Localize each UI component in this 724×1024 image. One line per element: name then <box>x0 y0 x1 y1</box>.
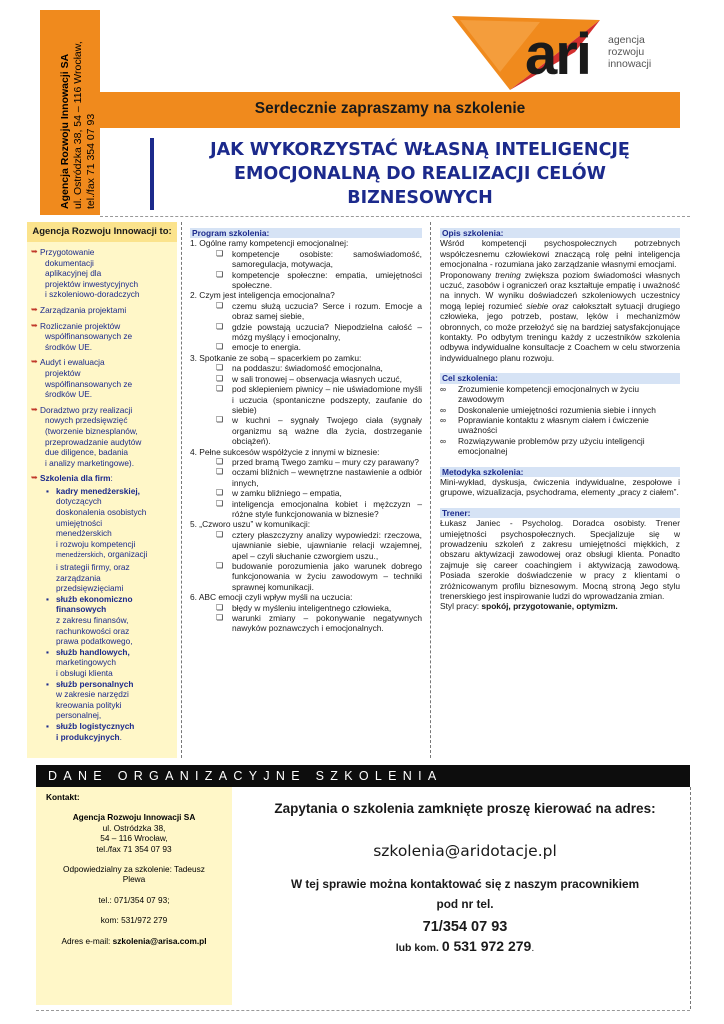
services-list <box>27 247 177 742</box>
company-stripe-text <box>59 9 98 209</box>
goals-heading: Cel szkolenia: <box>440 373 680 383</box>
bottom-right-border <box>690 787 691 1009</box>
program-subpoint: ❏ w kuchni – sygnały Twojego ciała (sygnały organizmu są ważne dla życia, dostrzeganie obciążeń). <box>190 415 422 446</box>
list-item <box>31 321 177 353</box>
program-subpoint: ❏ pod sklepieniem piwnicy – nie uświadomione myśli i uczucia (spontaniczne podszepty, zaufanie do siebie) <box>190 384 422 415</box>
item-text: rachunkowości oraz <box>56 625 130 636</box>
item-text <box>46 583 177 594</box>
contact-address-1: ul. Ostródzka 38, <box>102 822 166 833</box>
contact-org: Agencja Rozwoju Innowacji SA <box>72 812 196 823</box>
header-divider <box>100 216 690 217</box>
item-text <box>46 710 177 721</box>
program-point: 5. „Czworo uszu” w komunikacji: <box>190 519 311 530</box>
goal-item: ∞ Doskonalenie umiejętności rozumienia siebie i innych <box>440 405 680 415</box>
contact-email-link[interactable]: szkolenia@arisa.com.pl <box>112 935 207 946</box>
item-text: Rozliczanie projektów <box>40 320 121 331</box>
item-text: z zakresu finansów, <box>56 615 129 625</box>
item-text <box>46 573 177 584</box>
contact-address-2: 54 – 116 Wrocław, <box>100 833 168 844</box>
item-text <box>46 626 177 637</box>
organizational-banner-text: DANE ORGANIZACYJNE SZKOLENIA <box>48 769 443 783</box>
list-item <box>31 305 177 316</box>
logo-tag-1: agencja <box>608 34 645 46</box>
item-text <box>46 496 177 507</box>
method-heading: Metodyka szkolenia: <box>440 467 680 477</box>
program-point: 2. Czym jest inteligencja emocjonalna? <box>190 290 335 301</box>
item-text: menedżerskich <box>56 528 112 539</box>
work-style-value: spokój, przygotowanie, optymizm. <box>481 601 618 612</box>
agency-services-panel <box>27 222 177 758</box>
item-text: prawa podatkowego, <box>56 636 133 647</box>
item-text: współfinansowanych ze <box>45 331 133 342</box>
list-item <box>46 594 177 605</box>
contact-panel <box>36 787 232 1005</box>
item-text <box>46 700 177 711</box>
item-text <box>46 604 177 615</box>
program-point: 4. Pełne sukcesów współżycie z innymi w biznesie: <box>190 446 380 457</box>
contact-responsible: Odpowiedzialny za szkolenie: Tadeusz <box>63 864 205 875</box>
item-text: nowych przedsięwzięć <box>45 415 128 426</box>
firm-training-list <box>40 486 177 742</box>
program-subpoint: ❏ w sali tronowej – obserwacja własnych uczuć, <box>190 374 422 384</box>
item-text <box>46 562 177 573</box>
list-item <box>46 647 177 658</box>
left-divider <box>181 222 182 758</box>
logo-word: ari <box>525 22 590 87</box>
goal-item: ∞ Poprawianie kontaktu z własnym ciałem i ćwiczenie uważności <box>440 415 680 436</box>
list-item <box>46 486 177 497</box>
title-line-1: JAK WYKORZYSTAĆ WŁASNĄ INTELIGENCJĘ <box>210 140 630 160</box>
program-subpoint: ❏ czemu służą uczucia? Serce i rozum. Emocje a obraz samej siebie, <box>190 301 422 322</box>
bottom-border <box>36 1010 690 1011</box>
program-heading: Program szkolenia: <box>190 228 422 238</box>
inquiry-mobile-row <box>245 936 685 958</box>
program-point: 1. Ogólne ramy kompetencji emocjonalnej: <box>190 238 349 249</box>
item-text: przeprowadzanie audytów <box>45 436 142 447</box>
item-text: (tworzenie biznesplanów, <box>45 425 138 436</box>
description-panel <box>440 228 680 612</box>
item-text <box>46 518 177 529</box>
item-text: projektów <box>45 367 81 378</box>
item-text: i produkcyjnych <box>56 731 120 742</box>
contact-tel: tel./fax 71 354 07 93 <box>96 843 172 854</box>
item-text: personalnej, <box>56 710 102 721</box>
program-subpoint: ❏ na poddaszu: świadomość emocjonalna, <box>190 363 422 373</box>
program-point: 3. Spotkanie ze sobą – spacerkiem po zamku: <box>190 352 362 363</box>
item-text: kadry menedżerskiej, <box>56 485 140 496</box>
firm-training-heading: Szkolenia dla firm <box>40 473 111 484</box>
logo-tag-2: rozwoju <box>608 46 645 58</box>
services-heading: Agencja Rozwoju Innowacji to: <box>27 222 177 242</box>
company-phone: tel./fax 71 354 07 93 <box>85 113 97 209</box>
text: zwiększa poziom świadomości własnych uczuć, zasobów i ograniczeń oraz kształtuje empatię i uważność na innych. W wyniku doświadczeń szkoleniowych uczestnicy mogą lepiej rozumieć <box>440 269 680 311</box>
item-text: i szkoleniowo-doradczych <box>45 289 140 300</box>
item-text <box>46 657 177 668</box>
method-text: Mini-wykład, dyskusja, ćwiczenia indywidualne, zespołowe i grupowe, wizualizacja, psychodrama, elementy „pracy z ciałem”. <box>440 476 680 498</box>
program-subpoint: ❏ budowanie porozumienia jako warunek dobrego funkcjonowania w życiu zawodowym – techniki sprawnej komunikacji. <box>190 561 422 592</box>
inquiry-mobile: 0 531 972 279 <box>441 938 532 954</box>
item-text: menedżerskich <box>56 552 104 560</box>
company-stripe <box>40 10 100 215</box>
item-text: projektów inwestycyjnych <box>45 278 139 289</box>
inquiry-line: Zapytania o szkolenia zamknięte proszę kierować na adres: <box>274 801 656 816</box>
method-section <box>440 467 680 498</box>
item-text <box>46 539 177 550</box>
item-text: i rozwoju kompetencji <box>56 538 136 549</box>
program-subpoint: ❏ oczami bliźnich – wewnętrzne nastawienie a odbiór innych, <box>190 467 422 488</box>
invite-text: Serdecznie zapraszamy na szkolenie <box>254 100 526 117</box>
program-subpoint: ❏ warunki zmiany – pokonywanie negatywnych nawyków poznawczych i emocjonalnych. <box>190 613 422 634</box>
program-subpoint: ❏ kompetencje społeczne: empatia, umiejętności społeczne. <box>190 270 422 291</box>
ari-logo <box>450 12 680 94</box>
item-text: umiejętności <box>56 517 103 528</box>
company-name: Agencja Rozwoju Innowacji SA <box>59 53 71 209</box>
contact-responsible-name: Plewa <box>122 874 146 885</box>
item-text <box>46 549 177 562</box>
list-item <box>31 357 177 399</box>
item-text: aplikacyjnej dla <box>45 268 102 279</box>
right-divider <box>430 222 431 758</box>
item-text: służb personalnych <box>56 678 134 689</box>
program-panel <box>190 228 422 634</box>
item-text <box>46 507 177 518</box>
title-line-2: EMOCJONALNĄ DO REALIZACJI CELÓW <box>234 164 606 184</box>
item-text: Zarządzania projektami <box>40 304 127 315</box>
description-paragraph <box>440 270 680 364</box>
goals-section <box>440 373 680 456</box>
item-text: , organizacji <box>103 549 148 560</box>
item-text <box>46 528 177 539</box>
inquiry-message <box>245 800 685 958</box>
text: . <box>531 942 535 954</box>
inquiry-tel-label: pod nr tel. <box>436 897 494 911</box>
item-text: doskonalenia osobistych <box>56 507 147 518</box>
item-text: Przygotowanie <box>40 247 95 257</box>
title-line-3: BIZNESOWYCH <box>347 188 493 208</box>
item-text: służb logistycznych <box>56 720 135 731</box>
item-text: dotyczących <box>56 496 102 507</box>
text: trening <box>495 269 521 280</box>
item-text: i strategii firmy, oraz <box>56 562 130 573</box>
program-subpoint: ❏ przed bramą Twego zamku – mury czy parawany? <box>190 457 422 467</box>
inquiry-contact-line: W tej sprawie można kontaktować się z naszym pracownikiem <box>290 877 640 891</box>
text: Proponowany <box>440 269 496 280</box>
inquiry-email-link[interactable]: szkolenia@aridotacje.pl <box>373 842 557 860</box>
logo-tagline <box>608 34 651 70</box>
page-title <box>150 138 690 210</box>
work-style-label: Styl pracy: <box>440 601 482 612</box>
contact-email-row <box>36 936 232 946</box>
list-item <box>46 721 177 732</box>
program-subpoint: ❏ w zamku bliźniego – empatia, <box>190 488 422 498</box>
goal-item: ∞ Zrozumienie kompetencji emocjonalnych w życiu zawodowym <box>440 384 680 405</box>
item-text: Audyt i ewaluacja <box>40 357 105 368</box>
contact-mobile: kom: 531/972 279 <box>100 915 168 926</box>
inquiry-or-label: lub kom. <box>395 942 442 954</box>
item-text: środków UE. <box>45 341 93 352</box>
company-address: ul. Ostródzka 38, 54 – 116 Wrocław, <box>72 41 84 209</box>
trainer-heading: Trener: <box>440 508 680 518</box>
item-text: i obsługi klienta <box>56 667 113 678</box>
item-text: zarządzania <box>56 572 101 583</box>
item-text: marketingowych <box>56 657 116 668</box>
logo-tag-3: innowacji <box>608 58 652 70</box>
inquiry-phone: 71/354 07 93 <box>422 919 508 935</box>
item-text: finansowych <box>56 604 107 615</box>
item-text: służb ekonomiczno <box>56 593 133 604</box>
item-text: środków UE. <box>45 389 93 400</box>
contact-label: Kontakt: <box>46 792 80 802</box>
description-paragraph: Wśród kompetencji psychospołecznych potrzebnych współczesnemu człowiekowi znaczącą rolę pełni inteligencja emocjonalna - rozumiana jako zarządzanie własnymi emocjami. <box>440 238 680 270</box>
item-text <box>46 636 177 647</box>
list-item <box>46 679 177 690</box>
list-item: ➥ Szkolenia dla firm: ▪ kadry menedżerskiej, dotyczących doskonalenia osobistych umiejętności menedżerskich i rozwoju kompetencji menedżerskich, organizacji i strategii firmy, oraz zarządzania przedsięwzięciami ▪ służb ekonomiczno finansowych z zakresu finansów, rachunkowości oraz prawa podatkowego, ▪ służb handlowych, marketingowych i obsługi klienta ▪ służb personalnych w zakresie narzędzi kreowania polityki personalnej, ▪ służb logistycznych i produkcyjnych. <box>31 473 177 742</box>
work-style <box>440 601 680 611</box>
contact-email-label: Adres e-mail: <box>61 935 113 946</box>
description-heading: Opis szkolenia: <box>440 228 680 238</box>
organizational-banner <box>36 765 690 787</box>
item-text: i analizy marketingowe). <box>45 457 134 468</box>
trainer-text: Łukasz Janiec - Psycholog. Doradca osobisty. Trener umiejętności psychospołecznych. Specjalizuje się w prowadzeniu szkoleń z zakresu umiejętności miękkich, z obszaru aktywizacji zawodowej oraz obsługi klienta. Ponadto zajmuje się career coachingiem i aktywizacją zawodową. Posiada szerokie doświadczenie w pracy z klientami o zróżnicowanym profilu biznesowym. Mocną stroną Jego stylu trenerskiego jest inspirowanie ludzi do wprowadzania zmian. <box>440 518 680 601</box>
item-text: współfinansowanych ze <box>45 378 133 389</box>
text: siebie oraz <box>526 300 569 311</box>
item-text <box>46 668 177 679</box>
item-text <box>46 689 177 700</box>
item-text: . <box>119 731 122 742</box>
item-text: przedsięwzięciami <box>56 583 124 594</box>
program-subpoint: ❏ inteligencja emocjonalna kobiet i mężczyzn – różne style funkcjonowania w biznesie? <box>190 499 422 520</box>
program-subpoint: ❏ cztery płaszczyzny analizy wypowiedzi: rzeczowa, ujawnianie siebie, ujawnianie relacji wzajemnej, apel – czyli słuchanie czworgiem uszu., <box>190 530 422 561</box>
program-point: 6. ABC emocji czyli wpływ myśli na uczucia: <box>190 592 353 603</box>
list-item <box>31 405 177 469</box>
program-subpoint: ❏ kompetencje osobiste: samoświadomość, samoregulacja, motywacja, <box>190 249 422 270</box>
item-text: w zakresie narzędzi <box>56 689 129 700</box>
program-subpoint: ❏ emocje to energia. <box>190 342 422 352</box>
goal-item: ∞ Rozwiązywanie problemów przy użyciu inteligencji emocjonalnej <box>440 436 680 457</box>
item-text: kreowania polityki <box>56 699 122 710</box>
item-text: Doradztwo przy realizacji <box>40 404 133 415</box>
item-text <box>46 615 177 626</box>
item-text <box>46 732 177 743</box>
program-subpoint: ❏ błędy w myśleniu inteligentnego człowieka, <box>190 603 422 613</box>
contact-phone: tel.: 071/354 07 93; <box>98 894 170 905</box>
invite-band <box>100 92 680 128</box>
trainer-section <box>440 508 680 612</box>
item-text: due diligence, badania <box>45 447 129 458</box>
item-text: służb handlowych, <box>56 646 130 657</box>
list-item <box>31 247 177 300</box>
text: całokształt sytuacji drugiego człowieka, jego potrzeb, postaw, lęków i mechanizmów obronnych, co może przełożyć się na bardziej satysfakcjonujące kontakty. Po odbytym treningu każdy z uczestników szkolenia odbywa indywidualne konsultacje z Coachem w celu stworzenia indywidualnego planu rozwoju. <box>440 300 680 363</box>
program-subpoint: ❏ gdzie powstają uczucia? Niepodzielna całość – mózg myślący i emocjonalny, <box>190 322 422 343</box>
item-text: dokumentacji <box>45 257 94 268</box>
